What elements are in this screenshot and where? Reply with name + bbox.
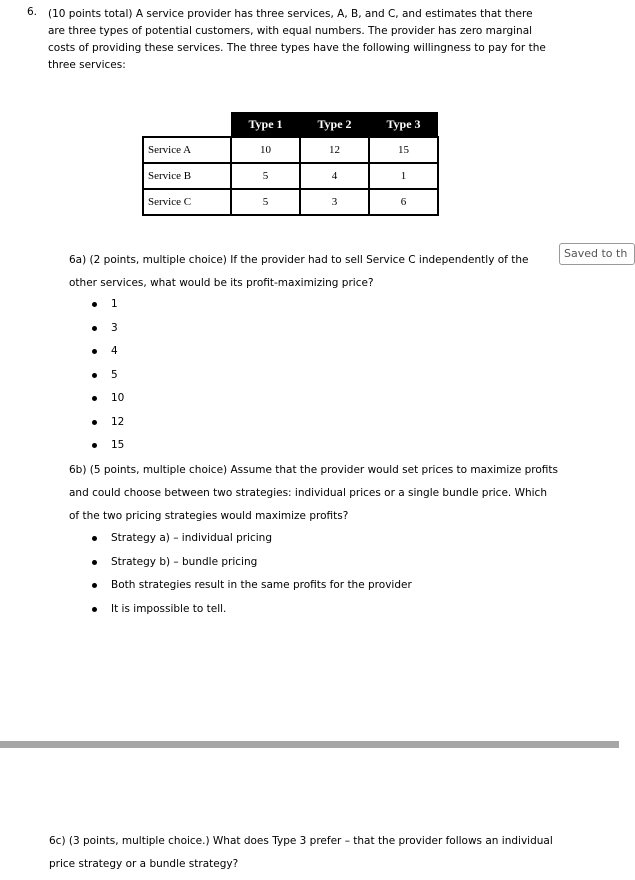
table-cell: 5 bbox=[231, 163, 300, 189]
table-row bbox=[143, 189, 438, 215]
table-cell: 4 bbox=[300, 163, 369, 189]
table-cell: 3 bbox=[300, 189, 369, 215]
question-6c-text: 6c) (3 points, multiple choice.) What does Type 3 prefer – that the provider follows an individual price strategy or a bundle strategy? bbox=[49, 835, 553, 870]
table-cell: 12 bbox=[300, 137, 369, 163]
list-item[interactable]: 4 bbox=[69, 340, 124, 364]
table-header-type-2: Type 2 bbox=[300, 112, 369, 137]
page-divider bbox=[0, 741, 619, 748]
list-item[interactable]: 12 bbox=[69, 411, 124, 435]
table-header-type-3: Type 3 bbox=[369, 112, 438, 137]
question-number: 6. bbox=[27, 6, 38, 18]
list-item[interactable]: Strategy b) – bundle pricing bbox=[69, 551, 412, 575]
table-row bbox=[143, 163, 438, 189]
saved-status-badge: Saved to th bbox=[559, 243, 635, 265]
question-6a-text: 6a) (2 points, multiple choice) If the provider had to sell Service C independently of the other services, what would be its profit-maximizing price? bbox=[69, 254, 529, 289]
list-item[interactable]: 15 bbox=[69, 434, 124, 458]
list-item[interactable]: Strategy a) – individual pricing bbox=[69, 527, 412, 551]
question-intro: (10 points total) A service provider has three services, A, B, and C, and estimates that there are three types of potential customers, with equal numbers. The provider has zero marginal costs of providing these services. The three types have the following willingness to pay for the three services: bbox=[48, 8, 546, 71]
question-6a-options bbox=[69, 293, 124, 458]
question-6b-text: 6b) (5 points, multiple choice) Assume that the provider would set prices to maximize profits and could choose between two strategies: individual prices or a single bundle price. Which of the two pricing strategies would maximize profits? bbox=[69, 464, 559, 522]
table-cell: 5 bbox=[231, 189, 300, 215]
list-item[interactable]: It is impossible to tell. bbox=[69, 598, 412, 622]
table-cell: 15 bbox=[369, 137, 438, 163]
table-cell: 1 bbox=[369, 163, 438, 189]
list-item[interactable]: Both strategies result in the same profits for the provider bbox=[69, 574, 412, 598]
row-label: Service C bbox=[143, 189, 231, 215]
table-cell: 6 bbox=[369, 189, 438, 215]
list-item[interactable]: 5 bbox=[69, 364, 124, 388]
list-item[interactable]: 1 bbox=[69, 293, 124, 317]
willingness-to-pay-table bbox=[142, 112, 439, 216]
table-corner-cell bbox=[143, 112, 231, 137]
question-6b-options bbox=[69, 527, 412, 621]
row-label: Service B bbox=[143, 163, 231, 189]
row-label: Service A bbox=[143, 137, 231, 163]
list-item[interactable]: 10 bbox=[69, 387, 124, 411]
table-header-type-1: Type 1 bbox=[231, 112, 300, 137]
table-header-row bbox=[143, 112, 438, 137]
table-cell: 10 bbox=[231, 137, 300, 163]
list-item[interactable]: 3 bbox=[69, 317, 124, 341]
table-row bbox=[143, 137, 438, 163]
